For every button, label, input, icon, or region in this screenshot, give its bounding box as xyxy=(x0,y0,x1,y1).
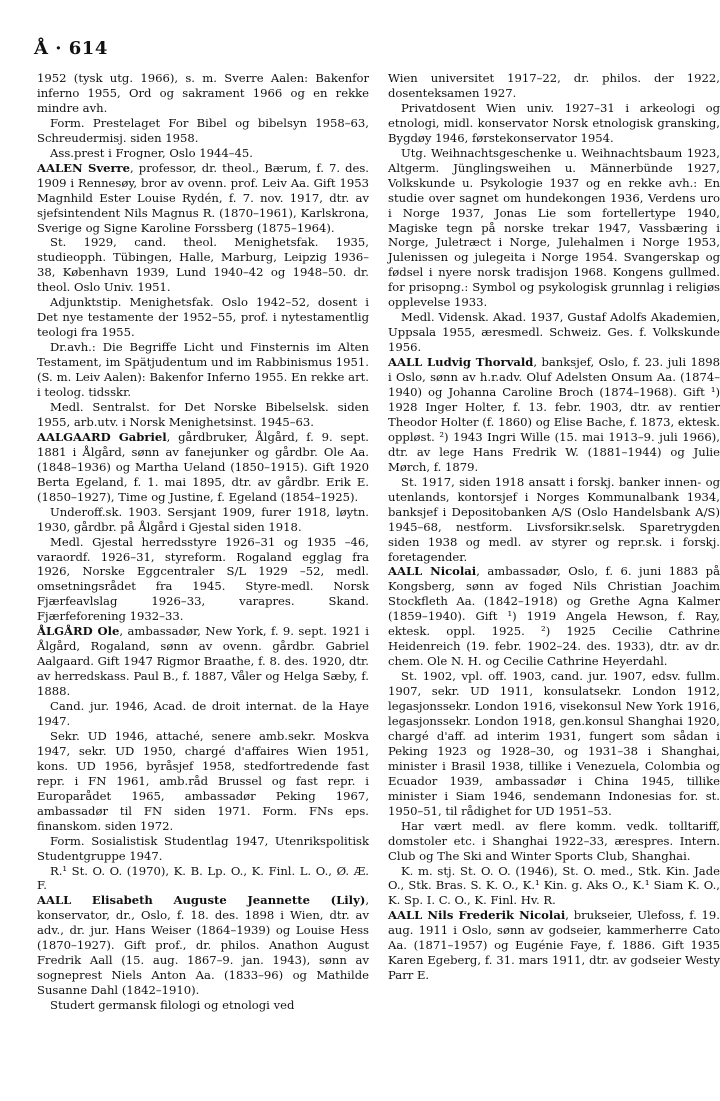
entry-paragraph: Form. Sosialistisk Studentlag 1947, Utenrikspolitisk Studentgruppe 1947. xyxy=(37,833,369,863)
entry-paragraph: Ass.prest i Frogner, Oslo 1944–45. xyxy=(50,145,253,160)
entry-paragraph: AALL Nils Frederik Nicolai, brukseier, Ulefoss, f. 19. aug. 1911 i Oslo, sønn av godseier, kammerherre Cato Aa. (1871–1957) og Eugénie Faye, f. 1886. Gift 1935 Karen Egeberg, f. 31. mars 1911, dtr. av godseier Westy Parr E. xyxy=(388,908,720,983)
entry-paragraph: Medl. Gjestal herredsstyre 1926–31 og 1935 –46, varaordf. 1926–31, styreform. Rogaland egglag fra 1926, Norske Eggcentraler S/L 1929 –52, medl. omsetningsrådet fra 1945. Styre-medl. Norsk Fjærfeavlslag 1926–33, varapres. Skand. Fjærfeforening 1932–33. xyxy=(37,534,369,624)
entry-paragraph: Wien universitet 1917–22, dr. philos. der 1922, dosenteksamen 1927. xyxy=(388,71,720,100)
entry-paragraph: Har vært medl. av flere komm. vedk. tolltariff, domstoler etc. i Shanghai 1922–33, ærespres. Intern. Club og The Ski and Winter Sports Club, Shanghai. xyxy=(388,818,720,863)
left-column xyxy=(37,71,369,1013)
entry-paragraph: Medl. Sentralst. for Det Norske Bibelselsk. siden 1955, arb.utv. i Norsk Menighetsinst. 1945–63. xyxy=(37,399,369,429)
entry-paragraph: Sekr. UD 1946, attaché, senere amb.sekr. Moskva 1947, sekr. UD 1950, chargé d'affaires Wien 1951, kons. UD 1956, byråsjef 1958, stedfortredende fast repr. i FN 1961, amb.råd Brussel og fast repr. i Europarådet 1965, ambassadør Peking 1967, ambassadør til FN siden 1971. Form. FNs eps. finanskom. siden 1972. xyxy=(37,728,369,833)
entry-paragraph: ÅLGÅRD Ole, ambassadør, New York, f. 9. sept. 1921 i Ålgård, Rogaland, sønn av ovenn. gårdbr. Gabriel Aalgaard. Gift 1947 Rigmor Braathe, f. 8. des. 1920, dtr. av herredskass. Paul B., f. 1887, Våler og Helga Sæby, f. 1888. xyxy=(37,624,370,699)
entry-paragraph: AALEN Sverre, professor, dr. theol., Bærum, f. 7. des. 1909 i Rennesøy, bror av ovenn. prof. Leiv Aa. Gift 1953 Magnhild Ester Louise Rydén, f. 7. nov. 1917, dtr. av sjefsintendent Nils Magnus R. (1870–1961), Karlskrona, Sverige og Signe Karoline Forssberg (1875–1964). xyxy=(37,160,369,235)
entry-paragraph: Form. Prestelaget For Bibel og bibelsyn 1958–63, Schreudermisj. siden 1958. xyxy=(37,115,369,145)
entry-paragraph: Studert germansk filologi og etnologi ved xyxy=(50,998,295,1013)
entry-paragraph: St. 1929, cand. theol. Menighetsfak. 1935, studieopph. Tübingen, Halle, Marburg, Leipzig 1936–38, København 1939, Lund 1940–42 og 1948–50. dr. theol. Oslo Univ. 1951. xyxy=(37,235,369,295)
entry-paragraph: K. m. stj. St. O. O. (1946), St. O. med., Stk. Kin. Jade O., Stk. Bras. S. K. O., K.¹ Kin. g. Aks O., K.¹ Siam K. O., K. Sp. I. C. O., K. Finl. Hv. R. xyxy=(388,863,720,908)
entry-paragraph: Adjunktstip. Menighetsfak. Oslo 1942–52, dosent i Det nye testamente der 1952–55, prof. i nytestamentlig teologi fra 1955. xyxy=(37,295,369,340)
entry-paragraph: Underoff.sk. 1903. Sersjant 1909, furer 1918, løytn. 1930, gårdbr. på Ålgård i Gjestal siden 1918. xyxy=(37,504,369,534)
entry-paragraph: St. 1902, vpl. off. 1903, cand. jur. 1907, edsv. fullm. 1907, sekr. UD 1911, konsulatsekr. London 1912, legasjonssekr. London 1916, visekonsul New York 1916, legasjonssekr. London 1918, gen.konsul Shanghai 1920, chargé d'aff. ad interim 1931, fungert som sådan i Peking 1923 og 1928–30, og 1931–38 i Shanghai, minister i Brasil 1938, tillike i Venezuela, Colombia og Ecuador 1939, ambassadør i China 1945, tillike minister i Siam 1946, sendemann Indonesias for. st. 1950–51, til rådighet for UD 1951–53. xyxy=(388,669,720,818)
entry-paragraph: Medl. Vidensk. Akad. 1937, Gustaf Adolfs Akademien, Uppsala 1955, æresmedl. Schweiz. Ges. f. Volkskunde 1956. xyxy=(388,310,720,355)
entry-paragraph: Utg. Weihnachtsgeschenke u. Weihnachtsbaum 1923, Altgerm. Jünglingsweihen u. Männerbünde 1927, Volkskunde u. Psykologie 1937 og en rekke avh.: En studie over sagnet om hundekongen 1936, Verdens uro i Norge 1937, Jonas Lie som fortellertype 1940, Magiske tegn på norske trekar 1947, Vassbæring i Norge, Juletræct i Norge, Julehalmen i Norge 1953, Julenissen og julegeita i Norge 1954. Svangerskap og fødsel i nyere norsk tradisjon 1968. Kongens gullmed. for prisopng.: Symbol og psykologisk grunnlag i religiøs opplevelse 1933. xyxy=(388,145,720,310)
entry-paragraph: Dr.avh.: Die Begriffe Licht und Finsternis im Alten Testament, im Spätjudentum und im Rabbinismus 1951. (S. m. Leiv Aalen): Bakenfor Inferno 1955. En rekke art. i teolog. tidsskr. xyxy=(37,340,369,400)
entry-paragraph: St. 1917, siden 1918 ansatt i forskj. banker innen- og utenlands, kontorsjef i Norges Kommunalbank 1934, banksjef i Depositobanken A/S (Oslo Handelsbank A/S) 1945–68, nestform. Livsforsikr.selsk. Sparetrygden siden 1938 og medl. av styrer og repr.sk. i forskj. foretagender. xyxy=(388,474,720,564)
entry-paragraph: 1952 (tysk utg. 1966), s. m. Sverre Aalen: Bakenfor inferno 1955, Ord og sakrament 1966 og en rekke mindre avh. xyxy=(37,71,369,115)
entry-paragraph: AALGAARD Gabriel, gårdbruker, Ålgård, f. 9. sept. 1881 i Ålgård, sønn av fanejunker og gårdbr. Ole Aa. (1848–1936) og Martha Ueland (1850–1915). Gift 1920 Berta Egeland, f. 1. mai 1895, dtr. av gårdbr. Erik E. (1850–1927), Time og Justine, f. Egeland (1854–1925). xyxy=(37,429,369,504)
entry-paragraph: Privatdosent Wien univ. 1927–31 i arkeologi og etnologi, midl. konservator Norsk etnologisk gransking, Bygdøy 1946, førstekonservator 1954. xyxy=(388,100,720,145)
page-header: Å · 614 xyxy=(34,38,108,59)
entry-paragraph: AALL Elisabeth Auguste Jeannette (Lily), konservator, dr., Oslo, f. 18. des. 1898 i Wien, dtr. av adv., dr. jur. Hans Weiser (1864–1939) og Louise Hess (1870–1927). Gift prof., dr. philos. Anathon August Fredrik Aall (15. aug. 1867–9. jan. 1943), sønn av sogneprest Niels Anton Aa. (1833–96) og Mathilde Susanne Dahl (1842–1910). xyxy=(37,893,369,998)
right-column xyxy=(388,71,720,983)
entry-paragraph: R.¹ St. O. O. (1970), K. B. Lp. O., K. Finl. L. O., Ø. Æ. F. xyxy=(37,863,369,893)
entry-paragraph: Cand. jur. 1946, Acad. de droit internat. de la Haye 1947. xyxy=(37,699,369,728)
entry-paragraph: AALL Nicolai, ambassadør, Oslo, f. 6. juni 1883 på Kongsberg, sønn av foged Nils Christian Joachim Stockfleth Aa. (1842–1918) og Grethe Agna Kalmer (1859–1940). Gift ¹) 1919 Angela Hewson, f. Ray, ektesk. oppl. 1925. ²) 1925 Cecilie Cathrine Heidenreich (19. febr. 1902–24. des. 1933), dtr. av dr. chem. Ole N. H. og Cecilie Cathrine Heyerdahl. xyxy=(388,564,720,669)
entry-paragraph: AALL Ludvig Thorvald, banksjef, Oslo, f. 23. juli 1898 i Oslo, sønn av h.r.adv. Oluf Adelsten Onsum Aa. (1874–1940) og Johanna Caroline Broch (1874–1968). Gift ¹) 1928 Inger Holter, f. 13. febr. 1903, dtr. av rentier Theodor Holter (f. 1860) og Elise Bache, f. 1873, ektesk. oppløst. ²) 1943 Ingri Wille (15. mai 1913–9. juli 1966), dtr. av lege Hans Fredrik W. (1881–1944) og Julie Mørch, f. 1879. xyxy=(388,355,720,474)
